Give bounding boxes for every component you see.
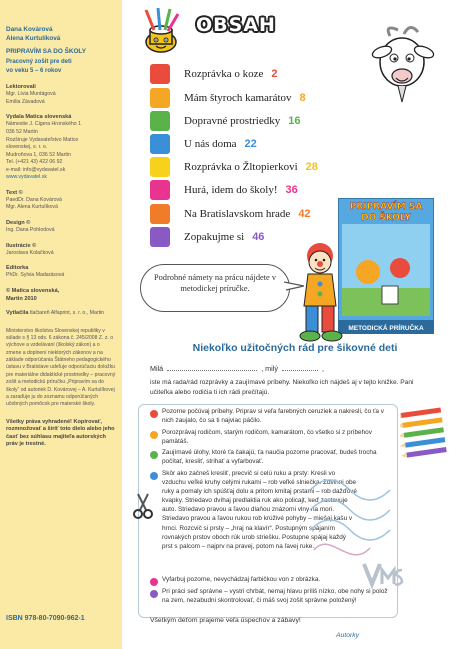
review-icon [150, 227, 170, 247]
closing-line: Všetkým deťom prajeme veľa úspechov a zábavy! [150, 617, 301, 624]
publisher-line: Tel. (+421 43) 422 06 92 [6, 159, 63, 166]
toc-label: Mám štyroch kamarátov [184, 92, 292, 104]
toc-page-number: 22 [244, 138, 257, 150]
toc-item[interactable] [150, 64, 278, 84]
toc-label: Hurá, idem do školy! [184, 184, 278, 196]
toc-item[interactable] [150, 157, 318, 177]
publisher-website-link[interactable]: www.vydavatel.sk [6, 174, 47, 181]
toc-label: Rozprávka o koze [184, 68, 264, 80]
bullet-icon [150, 410, 158, 418]
isbn: ISBN 978-80-7090-962-1 [6, 615, 85, 622]
toc-label: Rozprávka o Žltopierkovi [184, 161, 298, 173]
greeting-punctuation: , [321, 364, 324, 373]
editor-name: PhDr. Sylvia Madarásová [6, 272, 65, 279]
author-name: Alena Kurtulíková [6, 34, 61, 42]
toc-item[interactable] [150, 180, 298, 200]
rules-intro: iste má rada/rád rozprávky a zaujímavé príbehy. Niekoľko ich nájdeš aj v tejto knižke. Pani učiteľka alebo rodičia ti ich rádi prečítajú. [150, 379, 414, 396]
speech-bubble-tail [284, 280, 304, 292]
text-credit-label: Text © [6, 189, 23, 196]
goat-illustration-icon [354, 22, 450, 118]
cover-footer: METODICKÁ PRÍRUČKA [348, 325, 424, 332]
imprint-sidebar [0, 0, 122, 649]
bullet-icon [150, 451, 158, 459]
car-icon [150, 111, 170, 131]
toc-page-number: 8 [299, 92, 306, 104]
name-blank-field[interactable] [282, 370, 318, 371]
printer-credit [6, 309, 116, 318]
rule-item: Porozprávaj rodičom, starým rodičom, kamarátom, čo všetko si z príbehov pamätáš. [162, 429, 372, 446]
paint-pot-icon [138, 6, 184, 54]
greeting-line [150, 364, 324, 373]
toc-page-number: 2 [271, 68, 278, 80]
text-author: PaedDr. Dana Kovárová [6, 196, 62, 203]
copyright-line: © Matica slovenská, [6, 287, 60, 294]
chick-icon [150, 157, 170, 177]
rule-item: Skôr ako začneš kresliť, precvič si celú ruku a prsty: Kresli vo vzduchu veľké kruhy celými rukami – rob veľké slniečka. Zdvihni obe ruky a pomaly ich spúšťaj dolu a pritom kmitaj prstami – rob dažďové kvapky. Striedavo dvíhaj predlaktia ruk ako policajt, keď zastavuje auto. Striedavo pravou a ľavou dlaňou znázorni vlny na mori. Striedavo pravou a ľavou rukou rob krúživé pohyby – miešaj kašu v hrnci. Rozcvič si prsty – „hraj na klavír“. Postupným spájaním rovnakých prstov oboch rúk urob striešku. Postupne spájaj každý prst s palcom – najprv na pravej, potom na ľavej ruke. [162, 470, 357, 550]
toc-page-number: 16 [288, 115, 301, 127]
toc-item[interactable] [150, 88, 306, 108]
authors [6, 26, 116, 43]
bullet-icon [150, 578, 158, 586]
bullet-icon [150, 590, 158, 598]
author-name: Dana Kovárová [6, 26, 53, 33]
greeting-word: , milý [261, 364, 278, 373]
toc-item[interactable] [150, 204, 311, 224]
friends-icon [150, 88, 170, 108]
toc-item[interactable] [150, 227, 264, 247]
speech-bubble: Podrobné námety na prácu nájdete v metodickej príručke. [140, 264, 290, 312]
book-subtitle: vo veku 5 – 6 rokov [6, 68, 62, 75]
toc-page-number: 42 [298, 208, 311, 220]
book-subtitle: Pracovný zošit pre deti [6, 58, 72, 65]
publisher-line: Rozširuje Vydavateľstvo Matice [6, 136, 79, 143]
vms-logo-icon [362, 560, 404, 590]
bullet-icon [150, 472, 158, 480]
rules-heading: Niekoľko užitočných rád pre šikovné deti [192, 342, 398, 354]
publisher-label: Vydala Matica slovenská [6, 114, 72, 121]
text-author: Mgr. Alena Kurtulíková [6, 204, 58, 211]
publisher-email: e-mail: info@vydavatel.sk [6, 166, 66, 173]
design-author: Ing. Dana Pohlodová [6, 226, 55, 233]
scissors-icon [132, 492, 154, 520]
house-icon [150, 134, 170, 154]
rights-notice: Všetky práva vyhradené! Kopírovať, rozmnožovať a šíriť toto dielo alebo jeho časť bez súhlasu majiteľa autorských práv je trestné. [6, 418, 115, 448]
ministry-approval-text: Ministerstvo školstva Slovenskej republiky v súlade s § 13 ods. 6 zákona č. 245/2008 Z. z. o výchove a vzdelávaní (školský zákon) a o zmene a doplnení niektorých zákonov a na základe odporúčania Štátneho pedagogického ústavu v Bratislave udeľuje odporúčaciu doložku pre materiálne didaktické prostriedky – pracovný zošit a metodickú príručku „Pripravím sa do školy“ od autoriek D. Kovárovej – A. Kurtulíkovej a zaraďuje ju do zoznamu odporúčaných učebných pomôcok pre materské školy. [6, 327, 116, 408]
printer-name: tlačiareň Alfaprint, s. r. o., Martin [29, 310, 105, 316]
rule-item: Pozorne počúvaj príbehy. Priprav si veľa farebných ceruziek a nakresli, čo ťa v nich zaujalo, čo sa ti najviac páčilo. [162, 408, 384, 425]
toc-label: Zopakujme si [184, 231, 245, 243]
design-credit-label: Design © [6, 219, 31, 226]
greeting-word: Milá [150, 364, 164, 373]
reviewers-label: Lektorovali [6, 84, 36, 91]
rule-item: Pri práci seď správne – vystri chrbát, nemaj hlavu príliš nízko, obe nohy si polož na zem, nezabudni skontrolovať, či máš svoj zošit správne položený! [162, 588, 388, 605]
bullet-icon [150, 431, 158, 439]
book-title: PRIPRAVÍM SA DO ŠKOLY [6, 48, 87, 56]
cover-title-line1: PRIPRAVÍM SA [349, 202, 423, 212]
goat-story-icon [150, 64, 170, 84]
toc-label: Dopravné prostriedky [184, 115, 281, 127]
toc-label: Na Bratislavskom hrade [184, 208, 291, 220]
cover-title-line2: DO ŠKOLY [361, 213, 411, 223]
copyright-line: Martin 2010 [6, 295, 37, 302]
page-title: OBSAH [196, 14, 276, 36]
school-icon [150, 180, 170, 200]
reviewer-name: Emília Závadová [6, 98, 45, 105]
rule-item: Vyfarbuj pozorne, nevychádzaj farbičkou von z obrázka. [162, 576, 321, 583]
authors-signature: Autorky [336, 632, 360, 639]
publisher-line: Námestie J. Cigera Hronského 1 [6, 121, 81, 128]
name-blank-field[interactable] [167, 370, 257, 371]
castle-icon [150, 204, 170, 224]
toc-item[interactable] [150, 134, 257, 154]
illustration-author: Jaroslava Kolačková [6, 249, 54, 256]
toc-item[interactable] [150, 111, 300, 131]
reviewer-name: Mgr. Lívia Muntágová [6, 91, 56, 98]
publisher-line: Mudroňova 1, 036 52 Martin [6, 151, 71, 158]
toc-page-number: 46 [252, 231, 265, 243]
toc-page-number: 36 [285, 184, 298, 196]
toc-page-number: 28 [305, 161, 318, 173]
publisher-line: slovenskej, s. r. o. [6, 144, 48, 151]
printer-label: Vytlačila [6, 310, 29, 316]
illustration-credit-label: Ilustrácie © [6, 242, 37, 249]
publisher-line: 036 52 Martin [6, 128, 38, 135]
rule-item: Zaujímavé úlohy, ktoré ťa čakajú, ťa naučia pozorne pracovať, budeš trocha počítať, kresliť, strihať a vyfarbovať. [162, 449, 377, 466]
toc-label: U nás doma [184, 138, 237, 150]
editor-label: Editorka [6, 265, 29, 272]
pencils-icon [400, 404, 448, 464]
wave-illustration [300, 470, 410, 570]
